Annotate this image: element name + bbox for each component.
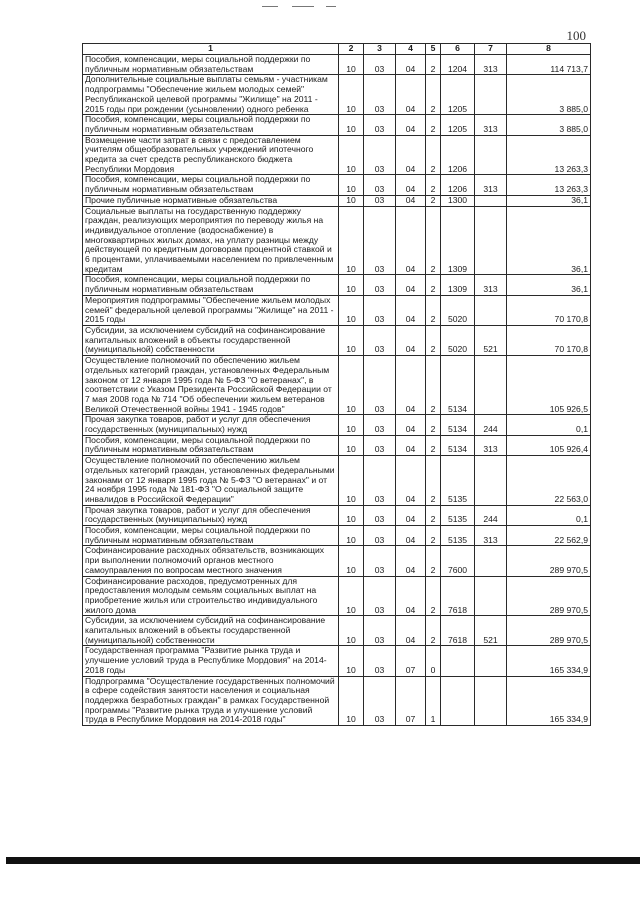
row-name-cell: Софинансирование расходных обязательств, возникающих при выполнении полномочий органов местного самоуправления по вопросам местного значения xyxy=(83,546,339,576)
section-cell: 10 xyxy=(339,456,364,506)
direction-cell: 1206 xyxy=(441,175,475,195)
expense-type-cell: 313 xyxy=(475,435,507,455)
direction-cell: 5135 xyxy=(441,456,475,506)
amount-cell: 105 926,5 xyxy=(507,356,591,415)
section-cell: 10 xyxy=(339,576,364,616)
direction-cell: 1309 xyxy=(441,275,475,295)
program-cell: 04 xyxy=(396,115,426,135)
table-row xyxy=(83,55,591,75)
direction-cell xyxy=(441,646,475,676)
expense-type-cell: 313 xyxy=(475,115,507,135)
row-name-cell: Пособия, компенсации, меры социальной поддержки по публичным нормативным обязательствам xyxy=(83,435,339,455)
subsection-cell: 03 xyxy=(364,55,396,75)
expense-type-cell xyxy=(475,135,507,175)
row-name-cell: Прочая закупка товаров, работ и услуг для обеспечения государственных (муниципальных) нужд xyxy=(83,415,339,435)
subsection-cell: 03 xyxy=(364,115,396,135)
subprogram-cell: 2 xyxy=(426,356,441,415)
amount-cell: 36,1 xyxy=(507,195,591,206)
table-row xyxy=(83,115,591,135)
subsection-cell: 03 xyxy=(364,526,396,546)
row-name-cell: Софинансирование расходов, предусмотренных для предоставления молодым семьям социальных выплат на приобретение жилья или строительство индивидуального жилого дома xyxy=(83,576,339,616)
row-name-cell: Подпрограмма "Осуществление государственных полномочий в сфере содействия занятости населения и социальная поддержка безработных граждан" в рамках Государственной программы "Развитие рынка труда и улучшение условий труда в Республике Мордовия на 2014-2018 годы" xyxy=(83,676,339,726)
section-cell: 10 xyxy=(339,325,364,355)
row-name-cell: Осуществление полномочий по обеспечению жильем отдельных категорий граждан, установленных Федеральным законом от 12 января 1995 года № 5-ФЗ "О ветеранах", в соответствии с Указом Президента Российской Федерации от 7 мая 2008 года № 714 "Об обеспечении жильем ветеранов Великой Отечественной войны 1941 - 1945 годов" xyxy=(83,356,339,415)
amount-cell: 0,1 xyxy=(507,415,591,435)
expense-type-cell xyxy=(475,546,507,576)
section-cell: 10 xyxy=(339,526,364,546)
program-cell: 04 xyxy=(396,135,426,175)
subsection-cell: 03 xyxy=(364,356,396,415)
program-cell: 04 xyxy=(396,505,426,525)
subprogram-cell: 2 xyxy=(426,295,441,325)
subsection-cell: 03 xyxy=(364,676,396,726)
expense-type-cell xyxy=(475,676,507,726)
direction-cell: 1205 xyxy=(441,115,475,135)
section-cell: 10 xyxy=(339,546,364,576)
table-row xyxy=(83,546,591,576)
amount-cell: 36,1 xyxy=(507,206,591,275)
subsection-cell: 03 xyxy=(364,456,396,506)
direction-cell: 5134 xyxy=(441,435,475,455)
section-cell: 10 xyxy=(339,676,364,726)
subsection-cell: 03 xyxy=(364,505,396,525)
row-name-cell: Прочие публичные нормативные обязательства xyxy=(83,195,339,206)
subprogram-cell: 2 xyxy=(426,526,441,546)
direction-cell: 5135 xyxy=(441,505,475,525)
expense-type-cell xyxy=(475,576,507,616)
row-name-cell: Возмещение части затрат в связи с предоставлением учителям общеобразовательных учреждений ипотечного кредита за счет средств республиканского бюджета Республики Мордовия xyxy=(83,135,339,175)
direction-cell: 1206 xyxy=(441,135,475,175)
column-header: 5 xyxy=(426,44,441,55)
column-header: 2 xyxy=(339,44,364,55)
subsection-cell: 03 xyxy=(364,206,396,275)
column-header: 8 xyxy=(507,44,591,55)
expense-type-cell: 521 xyxy=(475,616,507,646)
scan-mark xyxy=(326,6,336,7)
subprogram-cell: 2 xyxy=(426,175,441,195)
table-row xyxy=(83,206,591,275)
row-name-cell: Прочая закупка товаров, работ и услуг для обеспечения государственных (муниципальных) нужд xyxy=(83,505,339,525)
program-cell: 04 xyxy=(396,55,426,75)
direction-cell: 7600 xyxy=(441,546,475,576)
table-row xyxy=(83,415,591,435)
section-cell: 10 xyxy=(339,415,364,435)
subsection-cell: 03 xyxy=(364,195,396,206)
amount-cell: 70 170,8 xyxy=(507,325,591,355)
amount-cell: 3 885,0 xyxy=(507,115,591,135)
amount-cell: 22 563,0 xyxy=(507,456,591,506)
subsection-cell: 03 xyxy=(364,295,396,325)
section-cell: 10 xyxy=(339,435,364,455)
column-header: 3 xyxy=(364,44,396,55)
budget-table xyxy=(82,43,591,726)
column-header: 7 xyxy=(475,44,507,55)
direction-cell: 7618 xyxy=(441,616,475,646)
subprogram-cell: 0 xyxy=(426,646,441,676)
expense-type-cell xyxy=(475,646,507,676)
amount-cell: 289 970,5 xyxy=(507,546,591,576)
subprogram-cell: 2 xyxy=(426,195,441,206)
expense-type-cell xyxy=(475,206,507,275)
table-row xyxy=(83,435,591,455)
table-row xyxy=(83,195,591,206)
subsection-cell: 03 xyxy=(364,275,396,295)
section-cell: 10 xyxy=(339,505,364,525)
program-cell: 04 xyxy=(396,325,426,355)
section-cell: 10 xyxy=(339,75,364,115)
expense-type-cell xyxy=(475,75,507,115)
program-cell: 04 xyxy=(396,456,426,506)
expense-type-cell: 313 xyxy=(475,275,507,295)
subprogram-cell: 2 xyxy=(426,415,441,435)
subsection-cell: 03 xyxy=(364,325,396,355)
subsection-cell: 03 xyxy=(364,75,396,115)
subprogram-cell: 2 xyxy=(426,75,441,115)
row-name-cell: Социальные выплаты на государственную поддержку граждан, реализующих мероприятия по переводу жилья на индивидуальное отопление (водоснабжение) в многоквартирных жилых домах, на уплату разницы между действующей по кредитным договорам процентной ставкой и 6 процентами, уплачиваемыми населением по привлеченным кредитам xyxy=(83,206,339,275)
amount-cell: 289 970,5 xyxy=(507,616,591,646)
amount-cell: 13 263,3 xyxy=(507,175,591,195)
subprogram-cell: 2 xyxy=(426,325,441,355)
expense-type-cell xyxy=(475,456,507,506)
expense-type-cell xyxy=(475,195,507,206)
direction-cell: 5020 xyxy=(441,325,475,355)
subsection-cell: 03 xyxy=(364,576,396,616)
table-header-row xyxy=(83,44,591,55)
subprogram-cell: 2 xyxy=(426,546,441,576)
subsection-cell: 03 xyxy=(364,646,396,676)
table-row xyxy=(83,275,591,295)
amount-cell: 36,1 xyxy=(507,275,591,295)
row-name-cell: Субсидии, за исключением субсидий на софинансирование капитальных вложений в объекты государственной (муниципальной) собственности xyxy=(83,616,339,646)
subsection-cell: 03 xyxy=(364,415,396,435)
subprogram-cell: 1 xyxy=(426,676,441,726)
amount-cell: 0,1 xyxy=(507,505,591,525)
section-cell: 10 xyxy=(339,195,364,206)
amount-cell: 22 562,9 xyxy=(507,526,591,546)
section-cell: 10 xyxy=(339,55,364,75)
subsection-cell: 03 xyxy=(364,175,396,195)
table-row xyxy=(83,505,591,525)
row-name-cell: Субсидии, за исключением субсидий на софинансирование капитальных вложений в объекты государственной (муниципальной) собственности xyxy=(83,325,339,355)
table-row xyxy=(83,456,591,506)
table-row xyxy=(83,646,591,676)
table-row xyxy=(83,616,591,646)
expense-type-cell: 244 xyxy=(475,415,507,435)
subprogram-cell: 2 xyxy=(426,115,441,135)
section-cell: 10 xyxy=(339,275,364,295)
amount-cell: 165 334,9 xyxy=(507,646,591,676)
subprogram-cell: 2 xyxy=(426,55,441,75)
subprogram-cell: 2 xyxy=(426,135,441,175)
section-cell: 10 xyxy=(339,646,364,676)
direction-cell: 5134 xyxy=(441,356,475,415)
program-cell: 04 xyxy=(396,546,426,576)
direction-cell: 1300 xyxy=(441,195,475,206)
program-cell: 04 xyxy=(396,195,426,206)
subprogram-cell: 2 xyxy=(426,576,441,616)
section-cell: 10 xyxy=(339,295,364,325)
direction-cell: 5134 xyxy=(441,415,475,435)
table-row xyxy=(83,135,591,175)
program-cell: 04 xyxy=(396,356,426,415)
subsection-cell: 03 xyxy=(364,546,396,576)
subsection-cell: 03 xyxy=(364,616,396,646)
table-row xyxy=(83,75,591,115)
amount-cell: 70 170,8 xyxy=(507,295,591,325)
section-cell: 10 xyxy=(339,175,364,195)
scan-bottom-edge xyxy=(6,857,640,864)
amount-cell: 105 926,4 xyxy=(507,435,591,455)
row-name-cell: Пособия, компенсации, меры социальной поддержки по публичным нормативным обязательствам xyxy=(83,275,339,295)
subsection-cell: 03 xyxy=(364,135,396,175)
amount-cell: 165 334,9 xyxy=(507,676,591,726)
amount-cell: 289 970,5 xyxy=(507,576,591,616)
row-name-cell: Государственная программа "Развитие рынка труда и улучшение условий труда в Республике Мордовия" на 2014-2018 годы xyxy=(83,646,339,676)
program-cell: 04 xyxy=(396,75,426,115)
amount-cell: 13 263,3 xyxy=(507,135,591,175)
subprogram-cell: 2 xyxy=(426,275,441,295)
direction-cell: 7618 xyxy=(441,576,475,616)
program-cell: 04 xyxy=(396,576,426,616)
expense-type-cell: 313 xyxy=(475,175,507,195)
section-cell: 10 xyxy=(339,356,364,415)
program-cell: 04 xyxy=(396,295,426,325)
section-cell: 10 xyxy=(339,115,364,135)
subsection-cell: 03 xyxy=(364,435,396,455)
table-row xyxy=(83,325,591,355)
program-cell: 04 xyxy=(396,435,426,455)
program-cell: 07 xyxy=(396,676,426,726)
program-cell: 04 xyxy=(396,526,426,546)
table-row xyxy=(83,526,591,546)
expense-type-cell: 521 xyxy=(475,325,507,355)
column-header: 6 xyxy=(441,44,475,55)
direction-cell xyxy=(441,676,475,726)
section-cell: 10 xyxy=(339,135,364,175)
expense-type-cell xyxy=(475,356,507,415)
direction-cell: 5020 xyxy=(441,295,475,325)
table-row xyxy=(83,356,591,415)
expense-type-cell: 313 xyxy=(475,55,507,75)
direction-cell: 5135 xyxy=(441,526,475,546)
program-cell: 07 xyxy=(396,646,426,676)
subprogram-cell: 2 xyxy=(426,435,441,455)
direction-cell: 1204 xyxy=(441,55,475,75)
row-name-cell: Осуществление полномочий по обеспечению жильем отдельных категорий граждан, установленных федеральными законами от 12 января 1995 года № 5-ФЗ "О ветеранах" и от 24 ноября 1995 года № 181-ФЗ "О социальной защите инвалидов в Российской Федерации" xyxy=(83,456,339,506)
scan-mark xyxy=(292,6,314,7)
row-name-cell: Мероприятия подпрограммы "Обеспечение жильем молодых семей" федеральной целевой программы "Жилище" на 2011 - 2015 годы xyxy=(83,295,339,325)
expense-type-cell xyxy=(475,295,507,325)
program-cell: 04 xyxy=(396,275,426,295)
subprogram-cell: 2 xyxy=(426,616,441,646)
section-cell: 10 xyxy=(339,206,364,275)
table-body xyxy=(83,55,591,726)
row-name-cell: Дополнительные социальные выплаты семьям - участникам подпрограммы "Обеспечение жильем молодых семей" Республиканской целевой программы "Жилище" на 2011 - 2015 годы при рождении (усыновлении) одного ребенка xyxy=(83,75,339,115)
direction-cell: 1205 xyxy=(441,75,475,115)
subprogram-cell: 2 xyxy=(426,505,441,525)
program-cell: 04 xyxy=(396,616,426,646)
expense-type-cell: 244 xyxy=(475,505,507,525)
section-cell: 10 xyxy=(339,616,364,646)
program-cell: 04 xyxy=(396,206,426,275)
table-row xyxy=(83,676,591,726)
row-name-cell: Пособия, компенсации, меры социальной поддержки по публичным нормативным обязательствам xyxy=(83,115,339,135)
table-row xyxy=(83,295,591,325)
subprogram-cell: 2 xyxy=(426,206,441,275)
amount-cell: 3 885,0 xyxy=(507,75,591,115)
program-cell: 04 xyxy=(396,415,426,435)
row-name-cell: Пособия, компенсации, меры социальной поддержки по публичным нормативным обязательствам xyxy=(83,526,339,546)
row-name-cell: Пособия, компенсации, меры социальной поддержки по публичным нормативным обязательствам xyxy=(83,175,339,195)
expense-type-cell: 313 xyxy=(475,526,507,546)
column-header: 4 xyxy=(396,44,426,55)
subprogram-cell: 2 xyxy=(426,456,441,506)
direction-cell: 1309 xyxy=(441,206,475,275)
amount-cell: 114 713,7 xyxy=(507,55,591,75)
program-cell: 04 xyxy=(396,175,426,195)
page-number: 100 xyxy=(566,28,586,43)
table-row xyxy=(83,175,591,195)
column-header: 1 xyxy=(83,44,339,55)
table-row xyxy=(83,576,591,616)
row-name-cell: Пособия, компенсации, меры социальной поддержки по публичным нормативным обязательствам xyxy=(83,55,339,75)
scan-mark xyxy=(262,6,278,7)
